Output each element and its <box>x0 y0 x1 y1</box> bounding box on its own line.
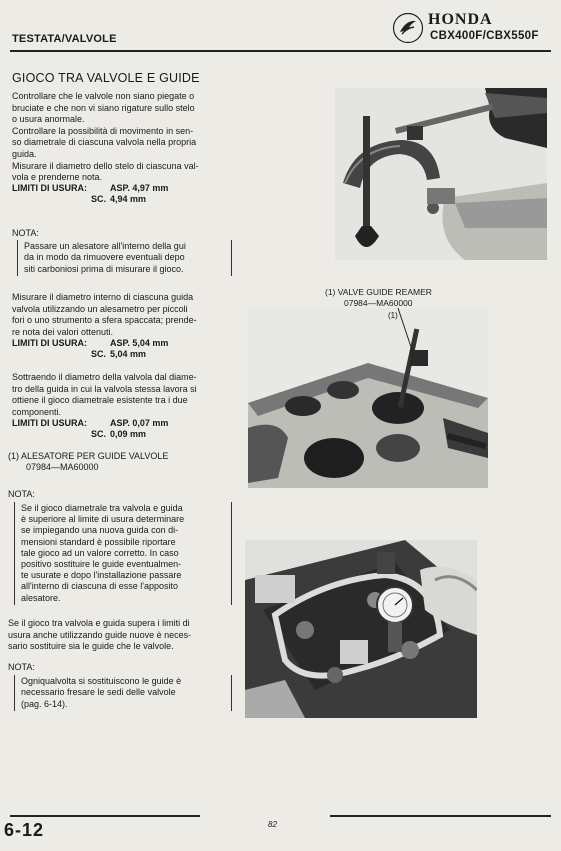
limit-asp-label: ASP. <box>110 183 130 193</box>
limit-asp-label: ASP. <box>110 338 130 348</box>
limit-sc-label: SC. <box>90 429 106 440</box>
figure-valve-stem-measure <box>335 88 547 260</box>
figure-guide-reamer <box>248 308 488 488</box>
tool-code: 07984—MA60000 <box>26 462 99 472</box>
text-line: è superiore al limite di usura determinare <box>21 514 185 525</box>
limit-sc-value: 4,94 mm <box>110 194 147 205</box>
model-name: CBX400F/CBX550F <box>430 30 539 42</box>
text-line: fori o uno strumento a sfera spaccata; prende- <box>12 315 197 326</box>
text-line: Se il gioco diametrale tra valvola e guida <box>21 503 183 513</box>
guide-measure-paragraph <box>12 292 234 338</box>
tool-name: (1) ALESATORE PER GUIDE VALVOLE <box>8 451 169 461</box>
text-line: (pag. 6-14). <box>21 698 68 709</box>
text-line: Sottraendo il diametro della valvola dal diame- <box>12 372 197 382</box>
brand-name: HONDA <box>428 11 493 28</box>
text-line: sario sostituire sia le guide che le valvole. <box>8 641 174 652</box>
text-line: Controllare che le valvole non siano piegate o <box>12 91 195 101</box>
text-line: da in modo da rimuovere eventuali depo <box>24 252 185 263</box>
page-counter: 82 <box>268 820 277 829</box>
text-line: Misurare il diametro dello stelo di ciascuna val- <box>12 160 199 171</box>
nota1-box <box>17 240 232 276</box>
limit-sc-label: SC. <box>90 349 106 360</box>
text-line: siti carboniosi prima di misurare il gioco. <box>24 263 184 274</box>
limit-label: LIMITI DI USURA: <box>12 418 87 428</box>
text-line: mensioni standard è possibile riportare <box>21 536 176 547</box>
text-line: o usura anormale. <box>12 114 85 125</box>
text-line: Ogniqualvolta si sostituiscono le guide è <box>21 676 182 686</box>
section-header-title: TESTATA/VALVOLE <box>12 33 117 45</box>
figure2-caption-title: (1) VALVE GUIDE REAMER <box>325 287 432 297</box>
honda-wing-logo <box>392 12 424 44</box>
text-line: Controllare la possibilità di movimento in sen- <box>12 125 194 136</box>
text-line: valvola utilizzando un alesametro per piccoli <box>12 303 188 314</box>
wear-limits-stem <box>12 183 168 206</box>
limit-sc-value: 5,04 mm <box>110 349 147 360</box>
text-line: vola e prenderne nota. <box>12 172 103 183</box>
text-line: ottiene il gioco diametrale esistente tra i due <box>12 395 188 406</box>
limit-asp-value: 5,04 mm <box>132 338 169 348</box>
text-line: alesatore. <box>21 592 61 603</box>
limit-sc-value: 0,09 mm <box>110 429 147 440</box>
reamer-photo <box>248 308 488 488</box>
nota1-label: NOTA: <box>12 228 39 238</box>
text-line: componenti. <box>12 406 62 417</box>
text-line: bruciate e che non vi siano rigature sullo stelo <box>12 102 195 113</box>
text-line: necessario fresare le sedi delle valvole <box>21 687 176 698</box>
footer-rule-right <box>330 815 551 817</box>
bore-gauge-photo <box>245 540 477 718</box>
limit-label: LIMITI DI USURA: <box>12 183 87 193</box>
text-line: guida. <box>12 148 37 159</box>
nota2-label: NOTA: <box>8 489 35 499</box>
text-line: te usurate e dopo l'installazione passare <box>21 570 182 581</box>
text-line: se impiegando una nuova guida con di- <box>21 525 179 536</box>
figure2-caption <box>325 287 432 309</box>
limit-sc-label: SC. <box>90 194 106 205</box>
text-line: tale gioco ad un valore corretto. In caso <box>21 547 179 558</box>
section-title: GIOCO TRA VALVOLE E GUIDE <box>12 71 200 85</box>
text-line: usura anche utilizzando guide nuove è neces- <box>8 629 192 640</box>
header-rule <box>10 50 551 52</box>
nota2-box <box>14 502 232 605</box>
text-line: tro della guida in cui la valvola stessa lavora si <box>12 383 197 394</box>
valve-micrometer-photo <box>335 88 547 260</box>
clearance-paragraph <box>12 372 234 418</box>
tool-note <box>8 451 168 473</box>
text-line: all'interno di ciascuna di esse l'apposito <box>21 581 179 592</box>
text-line: Se il gioco tra valvola e guida supera i limiti di <box>8 618 190 628</box>
limit-asp-value: 4,97 mm <box>132 183 169 193</box>
figure2-caption-code: 07984—MA60000 <box>344 298 413 308</box>
replace-paragraph <box>8 618 234 653</box>
limit-asp-value: 0,07 mm <box>132 418 169 428</box>
figure-bore-gauge <box>245 540 477 718</box>
callout-label: (1) <box>388 311 398 320</box>
text-line: re nota dei valori ottenuti. <box>12 326 114 337</box>
text-line: Misurare il diametro interno di ciascuna guida <box>12 292 194 302</box>
text-line: positivo sostituire le guide eventualmen- <box>21 559 182 570</box>
limit-asp-label: ASP. <box>110 418 130 428</box>
page-number: 6-12 <box>4 820 45 840</box>
nota3-label: NOTA: <box>8 662 35 672</box>
wear-limits-clearance <box>12 418 168 441</box>
footer-rule-left <box>10 815 200 817</box>
intro-paragraph <box>12 91 234 184</box>
text-line: so diametrale di ciascuna valvola nella propria <box>12 137 197 148</box>
limit-label: LIMITI DI USURA: <box>12 338 87 348</box>
wear-limits-guide <box>12 338 168 361</box>
text-line: Passare un alesatore all'interno della gui <box>24 241 186 251</box>
nota3-box <box>14 675 232 711</box>
